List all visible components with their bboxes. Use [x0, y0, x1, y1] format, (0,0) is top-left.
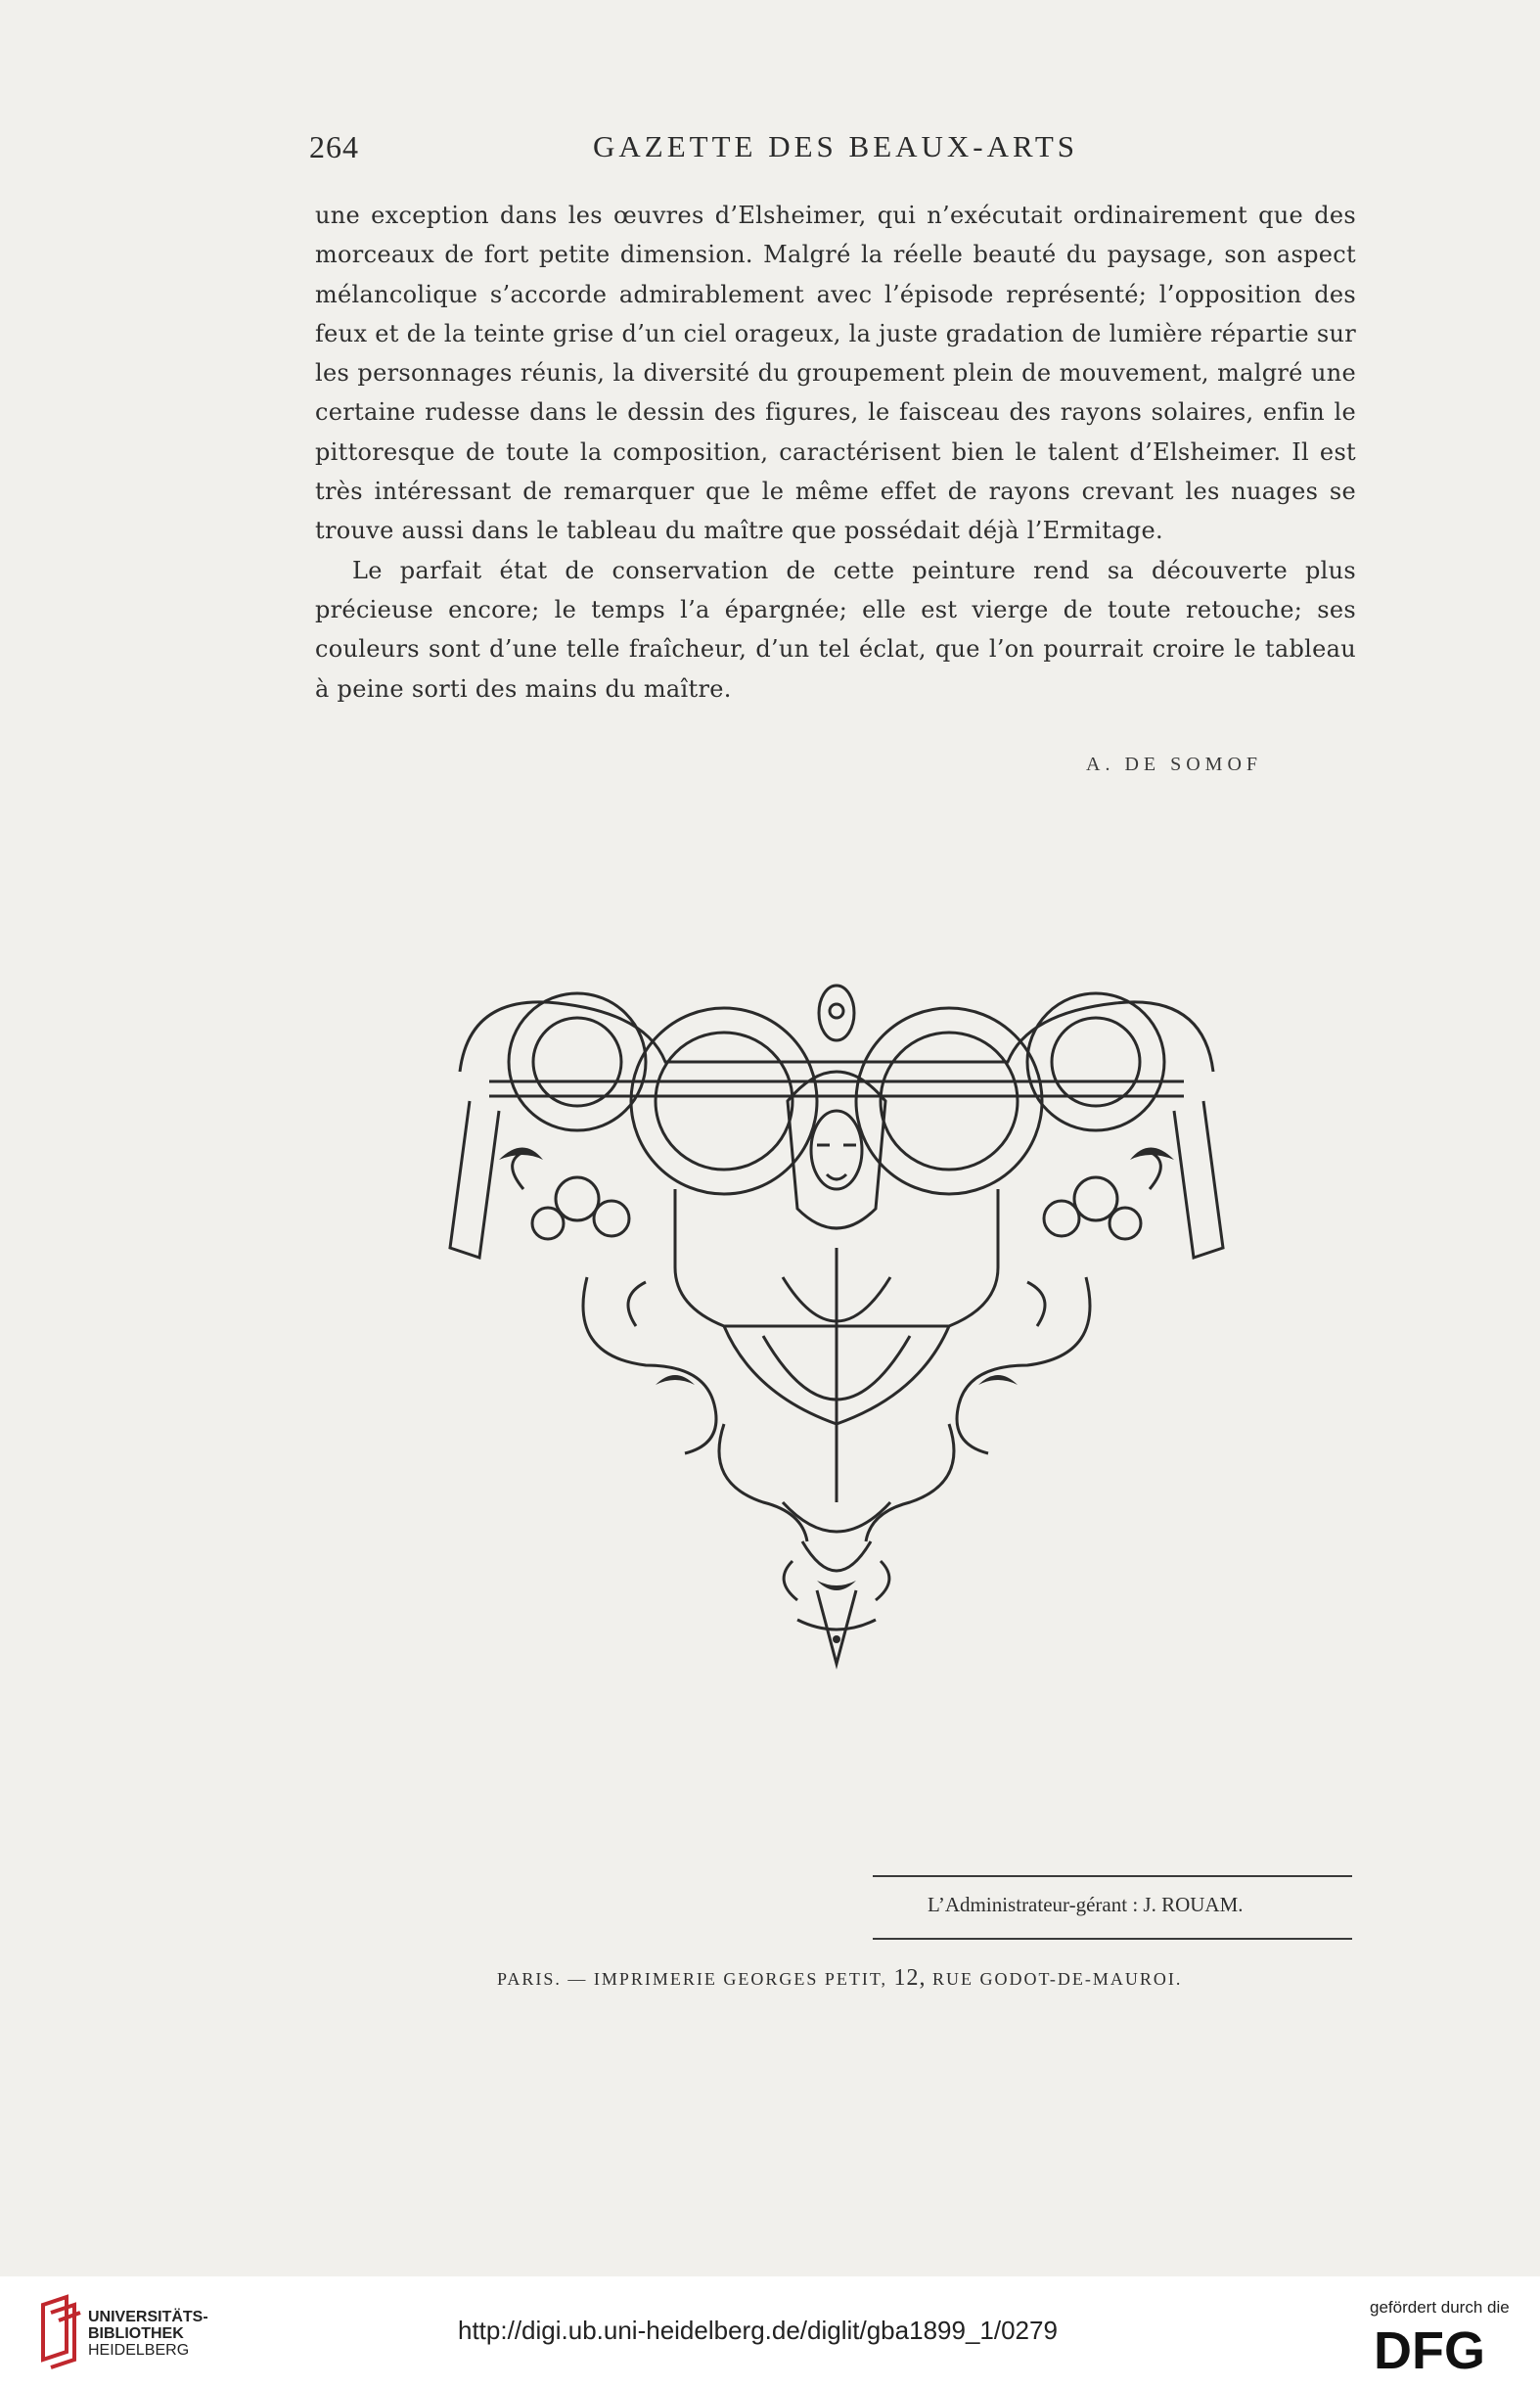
- author-signature: A. DE SOMOF: [1086, 754, 1263, 775]
- imprint-text-end: RUE GODOT-DE-MAUROI.: [932, 1969, 1183, 1989]
- ornament-tailpiece: [430, 954, 1243, 1678]
- running-head: [294, 129, 1370, 168]
- library-name-line-3: HEIDELBERG: [88, 2342, 190, 2359]
- imprint-street-number: 12,: [893, 1965, 927, 1991]
- funded-by-label: gefördert durch die: [1370, 2298, 1510, 2317]
- journal-title: GAZETTE DES BEAUX-ARTS: [593, 129, 1078, 163]
- paragraph-2: Le parfait état de conservation de cette peinture rend sa découverte plus précieuse encore; le temps l’a épargnée; elle est vierge de toute retouche; ses couleurs sont d’une telle fraîcheur, d’un tel éclat, que l’on pourrait croire le tableau à peine sorti des mains du maître.: [315, 556, 1356, 703]
- administrator-line: L’Administrateur-gérant : J. ROUAM.: [928, 1893, 1244, 1916]
- paragraph-1: une exception dans les œuvres d’Elsheimer, qui n’exécutait ordinairement que des morceaux de fort petite dimension. Malgré la réelle beauté du paysage, son aspect mélancolique s’accorde admirablement avec l’épisode représenté; l’opposition des feux et de la teinte grise d’un ciel orageux, la juste gradation de lumière répartie sur les personnages réunis, la diversité du groupement plein de mouvement, malgré une certaine rudesse dans le dessin des figures, le faisceau des rayons solaires, enfin le pittoresque de toute la composition, caractérisent bien le talent d’Elsheimer. Il est très intéressant de remarquer que le même effet de rayons crevant les nuages se trouve aussi dans le tableau du maître que possédait déjà l’Ermitage.: [315, 202, 1356, 545]
- university-library-logo-icon: [37, 2293, 82, 2371]
- library-name-line-1: UNIVERSITÄTS-: [88, 2309, 208, 2325]
- printer-imprint: [497, 1965, 1182, 1992]
- source-url-link[interactable]: http://digi.ub.uni-heidelberg.de/diglit/gba1899_1/0279: [458, 2316, 1058, 2345]
- imprint-text-start: PARIS. — IMPRIMERIE GEORGES PETIT,: [497, 1969, 888, 1989]
- dfg-logo-icon: [1374, 2325, 1522, 2372]
- rule-below-administrator: [873, 1938, 1352, 1940]
- dfg-logo-text: DFG: [1374, 2325, 1485, 2372]
- article-body: [315, 196, 1356, 709]
- digitization-footer: [0, 2276, 1540, 2388]
- rule-above-administrator: [873, 1875, 1352, 1877]
- library-name: [88, 2309, 208, 2359]
- library-name-line-2: BIBLIOTHEK: [88, 2325, 184, 2342]
- page-number: 264: [309, 129, 359, 164]
